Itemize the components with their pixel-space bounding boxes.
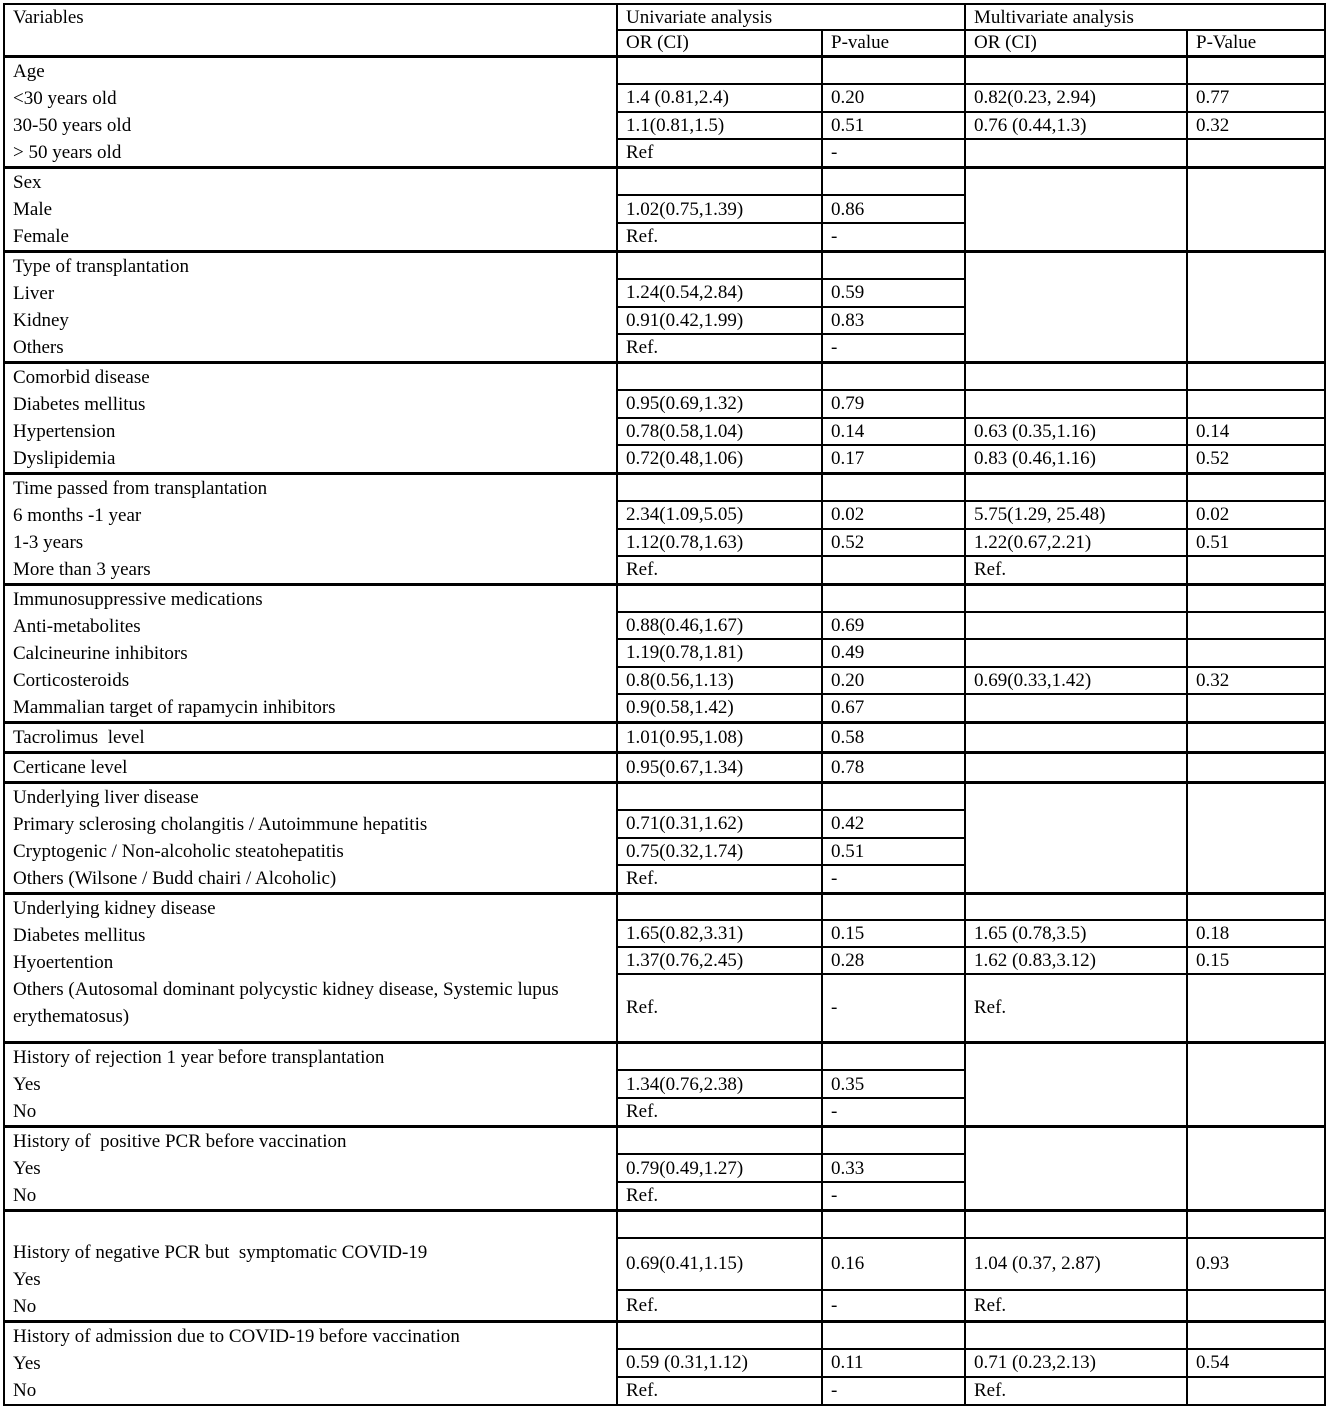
multivariate-p-value-cell: [1187, 1042, 1325, 1126]
univariate-p-value-cell: [822, 782, 965, 810]
univariate-or-ci-cell: 0.9(0.58,1.42): [617, 694, 822, 722]
variable-label: Corticosteroids: [13, 669, 130, 691]
univariate-p-value-cell: [822, 1321, 965, 1349]
multivariate-or-ci-cell: [965, 1042, 1187, 1126]
variable-label: History of admission due to COVID-19 before vaccination: [13, 1325, 460, 1347]
multivariate-p-value-cell: 0.02: [1187, 501, 1325, 529]
univariate-p-value-cell: 0.28: [822, 947, 965, 974]
univariate-or-ci-cell: 0.75(0.32,1.74): [617, 838, 822, 866]
univariate-p-value-cell: -: [822, 139, 965, 167]
univariate-p-value-cell: 0.35: [822, 1070, 965, 1098]
table-row: [4, 1321, 1325, 1349]
variable-group-cell: [4, 251, 617, 362]
multivariate-p-value-cell: [1187, 612, 1325, 640]
univariate-or-ci-cell: [617, 1321, 822, 1349]
univariate-p-value-cell: 0.16: [822, 1238, 965, 1290]
column-header-multivariate-analysis: Multivariate analysis: [965, 4, 1325, 30]
univariate-or-ci-cell: [617, 473, 822, 501]
univariate-p-value-cell: 0.20: [822, 667, 965, 695]
univariate-or-ci-cell: 0.69(0.41,1.15): [617, 1238, 822, 1290]
univariate-p-value-cell: 0.83: [822, 307, 965, 335]
univariate-p-value-cell: 0.79: [822, 390, 965, 418]
variable-label: Female: [13, 225, 69, 247]
univariate-p-value-cell: [822, 167, 965, 195]
univariate-or-ci-cell: 0.8(0.56,1.13): [617, 667, 822, 695]
multivariate-or-ci-cell: [965, 893, 1187, 920]
multivariate-or-ci-cell: Ref.: [965, 1290, 1187, 1321]
univariate-p-value-cell: 0.49: [822, 639, 965, 667]
variable-label: <30 years old: [13, 87, 117, 109]
multivariate-p-value-cell: [1187, 1290, 1325, 1321]
univariate-or-ci-cell: 0.91(0.42,1.99): [617, 307, 822, 335]
variable-label: Yes: [13, 1268, 41, 1290]
multivariate-p-value-cell: [1187, 974, 1325, 1042]
multivariate-p-value-cell: [1187, 893, 1325, 920]
variable-label: Tacrolimus level: [13, 726, 145, 748]
table-row: [4, 167, 1325, 195]
multivariate-p-value-cell: 0.52: [1187, 445, 1325, 473]
univariate-or-ci-cell: Ref.: [617, 334, 822, 362]
variable-label: Dyslipidemia: [13, 447, 116, 469]
univariate-or-ci-cell: Ref: [617, 139, 822, 167]
univariate-p-value-cell: [822, 584, 965, 612]
univariate-or-ci-cell: 1.19(0.78,1.81): [617, 639, 822, 667]
univariate-or-ci-cell: 1.65(0.82,3.31): [617, 920, 822, 947]
univariate-p-value-cell: [822, 556, 965, 584]
univariate-p-value-cell: [822, 56, 965, 84]
multivariate-or-ci-cell: 1.62 (0.83,3.12): [965, 947, 1187, 974]
univariate-or-ci-cell: 2.34(1.09,5.05): [617, 501, 822, 529]
univariate-p-value-cell: 0.15: [822, 920, 965, 947]
multivariate-p-value-cell: [1187, 56, 1325, 84]
multivariate-p-value-cell: [1187, 639, 1325, 667]
table-row: [4, 893, 1325, 920]
univariate-or-ci-cell: 0.71(0.31,1.62): [617, 810, 822, 838]
variable-label: Hyoertention: [13, 951, 114, 973]
univariate-or-ci-cell: 0.95(0.67,1.34): [617, 752, 822, 782]
variable-group-cell: [4, 1126, 617, 1210]
column-header-variables: [4, 4, 617, 56]
multivariate-p-value-cell: [1187, 167, 1325, 251]
multivariate-p-value-cell: [1187, 390, 1325, 418]
variable-group-cell: [4, 782, 617, 893]
variable-group-cell: [4, 1321, 617, 1405]
univariate-or-ci-cell: 0.95(0.69,1.32): [617, 390, 822, 418]
variable-group-cell: [4, 584, 617, 722]
variable-label: History of rejection 1 year before transplantation: [13, 1046, 385, 1068]
univariate-or-ci-cell: [617, 251, 822, 279]
variable-label: Anti-metabolites: [13, 615, 141, 637]
multivariate-or-ci-cell: [965, 167, 1187, 251]
univariate-p-value-cell: 0.86: [822, 195, 965, 223]
multivariate-or-ci-cell: [965, 694, 1187, 722]
univariate-or-ci-cell: Ref.: [617, 556, 822, 584]
univariate-or-ci-cell: Ref.: [617, 223, 822, 251]
multivariate-or-ci-cell: [965, 1126, 1187, 1210]
table-row: [4, 722, 1325, 752]
univariate-or-ci-cell: 0.88(0.46,1.67): [617, 612, 822, 640]
variable-label: No: [13, 1295, 37, 1317]
variable-label: History of negative PCR but symptomatic COVID-19: [13, 1241, 428, 1263]
multivariate-p-value-cell: [1187, 782, 1325, 893]
header-row-groups: [4, 4, 1325, 30]
variable-label: History of positive PCR before vaccination: [13, 1130, 347, 1152]
table-row: [4, 752, 1325, 782]
univariate-p-value-cell: 0.67: [822, 694, 965, 722]
univariate-p-value-cell: 0.17: [822, 445, 965, 473]
univariate-p-value-cell: -: [822, 974, 965, 1042]
univariate-or-ci-cell: 1.34(0.76,2.38): [617, 1070, 822, 1098]
table-row: [4, 56, 1325, 84]
multivariate-p-value-cell: [1187, 251, 1325, 362]
multivariate-or-ci-cell: [965, 56, 1187, 84]
variable-label: More than 3 years: [13, 558, 151, 580]
variable-label: Mammalian target of rapamycin inhibitors: [13, 696, 336, 718]
univariate-or-ci-cell: 1.24(0.54,2.84): [617, 279, 822, 307]
multivariate-or-ci-cell: [965, 612, 1187, 640]
multivariate-p-value-cell: [1187, 473, 1325, 501]
multivariate-or-ci-cell: 0.71 (0.23,2.13): [965, 1349, 1187, 1377]
variable-label: 1-3 years: [13, 531, 84, 553]
multivariate-p-value-cell: 0.54: [1187, 1349, 1325, 1377]
table-header: [4, 4, 1325, 56]
multivariate-or-ci-cell: Ref.: [965, 1377, 1187, 1405]
column-header-multivariate-p-value: P-Value: [1187, 30, 1325, 56]
univariate-p-value-cell: [822, 1210, 965, 1238]
variable-label: Hypertension: [13, 420, 116, 442]
univariate-p-value-cell: 0.51: [822, 112, 965, 140]
table-row: [4, 473, 1325, 501]
univariate-p-value-cell: 0.20: [822, 84, 965, 112]
variable-label: Yes: [13, 1157, 41, 1179]
univariate-or-ci-cell: [617, 584, 822, 612]
univariate-p-value-cell: -: [822, 1182, 965, 1210]
univariate-or-ci-cell: 1.12(0.78,1.63): [617, 529, 822, 557]
multivariate-p-value-cell: 0.15: [1187, 947, 1325, 974]
multivariate-or-ci-cell: 1.04 (0.37, 2.87): [965, 1238, 1187, 1290]
univariate-or-ci-cell: 1.01(0.95,1.08): [617, 722, 822, 752]
univariate-or-ci-cell: 0.78(0.58,1.04): [617, 418, 822, 446]
multivariate-p-value-cell: [1187, 362, 1325, 390]
univariate-p-value-cell: 0.59: [822, 279, 965, 307]
univariate-p-value-cell: -: [822, 1290, 965, 1321]
column-header-multivariate-or-ci: OR (CI): [965, 30, 1187, 56]
variable-label: [13, 1212, 610, 1239]
column-header-univariate-p-value: P-value: [822, 30, 965, 56]
variable-group-cell: [4, 722, 617, 752]
univariate-or-ci-cell: [617, 167, 822, 195]
univariate-or-ci-cell: 0.59 (0.31,1.12): [617, 1349, 822, 1377]
variable-label: Male: [13, 198, 53, 220]
univariate-or-ci-cell: Ref.: [617, 1182, 822, 1210]
variable-label: Others (Wilsone / Budd chairi / Alcoholic): [13, 867, 337, 889]
multivariate-or-ci-cell: [965, 639, 1187, 667]
univariate-p-value-cell: 0.52: [822, 529, 965, 557]
multivariate-or-ci-cell: Ref.: [965, 974, 1187, 1042]
multivariate-or-ci-cell: [965, 752, 1187, 782]
multivariate-p-value-cell: [1187, 584, 1325, 612]
variable-label: 6 months -1 year: [13, 504, 142, 526]
variable-label: Diabetes mellitus: [13, 393, 146, 415]
column-header-univariate-or-ci: OR (CI): [617, 30, 822, 56]
table-row: [4, 1210, 1325, 1238]
multivariate-or-ci-cell: 0.76 (0.44,1.3): [965, 112, 1187, 140]
variable-label: Comorbid disease: [13, 366, 150, 388]
multivariate-p-value-cell: [1187, 139, 1325, 167]
multivariate-p-value-cell: 0.14: [1187, 418, 1325, 446]
multivariate-p-value-cell: [1187, 752, 1325, 782]
univariate-p-value-cell: [822, 1126, 965, 1154]
multivariate-or-ci-cell: [965, 584, 1187, 612]
variables-header-label: Variables: [13, 7, 84, 28]
univariate-p-value-cell: [822, 362, 965, 390]
multivariate-or-ci-cell: [965, 362, 1187, 390]
multivariate-or-ci-cell: [965, 139, 1187, 167]
multivariate-or-ci-cell: [965, 722, 1187, 752]
univariate-or-ci-cell: Ref.: [617, 1377, 822, 1405]
variable-label: Diabetes mellitus: [13, 924, 146, 946]
multivariate-p-value-cell: [1187, 694, 1325, 722]
variable-group-cell: [4, 167, 617, 251]
multivariate-p-value-cell: [1187, 556, 1325, 584]
multivariate-or-ci-cell: [965, 251, 1187, 362]
univariate-p-value-cell: 0.69: [822, 612, 965, 640]
univariate-p-value-cell: 0.02: [822, 501, 965, 529]
multivariate-or-ci-cell: 1.22(0.67,2.21): [965, 529, 1187, 557]
variable-label: Others: [13, 336, 64, 358]
univariate-or-ci-cell: Ref.: [617, 865, 822, 893]
variable-label: No: [13, 1184, 37, 1206]
univariate-p-value-cell: 0.42: [822, 810, 965, 838]
variable-group-cell: [4, 56, 617, 167]
multivariate-or-ci-cell: 0.83 (0.46,1.16): [965, 445, 1187, 473]
variable-label: Type of transplantation: [13, 255, 189, 277]
multivariate-or-ci-cell: 5.75(1.29, 25.48): [965, 501, 1187, 529]
table-row: [4, 1042, 1325, 1070]
univariate-p-value-cell: 0.11: [822, 1349, 965, 1377]
univariate-or-ci-cell: Ref.: [617, 1290, 822, 1321]
univariate-or-ci-cell: 0.72(0.48,1.06): [617, 445, 822, 473]
univariate-p-value-cell: [822, 893, 965, 920]
variable-label: Yes: [13, 1073, 41, 1095]
univariate-p-value-cell: -: [822, 1377, 965, 1405]
univariate-p-value-cell: [822, 1042, 965, 1070]
variable-group-cell: [4, 893, 617, 1042]
variable-label: Age: [13, 60, 45, 82]
univariate-or-ci-cell: Ref.: [617, 974, 822, 1042]
multivariate-or-ci-cell: [965, 782, 1187, 893]
multivariate-or-ci-cell: 0.69(0.33,1.42): [965, 667, 1187, 695]
multivariate-or-ci-cell: Ref.: [965, 556, 1187, 584]
univariate-or-ci-cell: [617, 1210, 822, 1238]
multivariate-or-ci-cell: [965, 390, 1187, 418]
univariate-or-ci-cell: [617, 782, 822, 810]
univariate-or-ci-cell: 1.02(0.75,1.39): [617, 195, 822, 223]
table-row: [4, 584, 1325, 612]
univariate-or-ci-cell: [617, 56, 822, 84]
multivariate-or-ci-cell: 0.82(0.23, 2.94): [965, 84, 1187, 112]
regression-table: [3, 3, 1326, 1406]
univariate-p-value-cell: 0.14: [822, 418, 965, 446]
variable-label: Underlying liver disease: [13, 786, 199, 808]
multivariate-or-ci-cell: 1.65 (0.78,3.5): [965, 920, 1187, 947]
univariate-p-value-cell: [822, 251, 965, 279]
variable-label: Primary sclerosing cholangitis / Autoimmune hepatitis: [13, 813, 428, 835]
univariate-or-ci-cell: [617, 893, 822, 920]
multivariate-or-ci-cell: [965, 1210, 1187, 1238]
variable-group-cell: [4, 1210, 617, 1321]
multivariate-or-ci-cell: [965, 473, 1187, 501]
variable-label: Yes: [13, 1352, 41, 1374]
multivariate-p-value-cell: 0.18: [1187, 920, 1325, 947]
multivariate-p-value-cell: [1187, 1377, 1325, 1405]
variable-label: Sex: [13, 171, 42, 193]
variable-label: No: [13, 1379, 37, 1401]
univariate-or-ci-cell: 1.4 (0.81,2.4): [617, 84, 822, 112]
multivariate-or-ci-cell: 0.63 (0.35,1.16): [965, 418, 1187, 446]
variable-label: Calcineurine inhibitors: [13, 642, 188, 664]
variable-label: Liver: [13, 282, 55, 304]
variable-group-cell: [4, 1042, 617, 1126]
univariate-or-ci-cell: [617, 1042, 822, 1070]
variable-label: > 50 years old: [13, 141, 122, 163]
table-row: [4, 1126, 1325, 1154]
analysis-table-body: [4, 56, 1325, 1405]
univariate-or-ci-cell: Ref.: [617, 1098, 822, 1126]
univariate-p-value-cell: [822, 473, 965, 501]
multivariate-p-value-cell: 0.32: [1187, 667, 1325, 695]
variable-label: Others (Autosomal dominant polycystic kidney disease, Systemic lupus erythematosus): [13, 978, 564, 1027]
univariate-p-value-cell: 0.33: [822, 1154, 965, 1182]
univariate-p-value-cell: 0.51: [822, 838, 965, 866]
univariate-or-ci-cell: 1.1(0.81,1.5): [617, 112, 822, 140]
univariate-p-value-cell: 0.78: [822, 752, 965, 782]
variable-group-cell: [4, 362, 617, 473]
multivariate-p-value-cell: 0.93: [1187, 1238, 1325, 1290]
univariate-p-value-cell: -: [822, 1098, 965, 1126]
table-row: [4, 251, 1325, 279]
univariate-p-value-cell: -: [822, 223, 965, 251]
univariate-p-value-cell: -: [822, 865, 965, 893]
univariate-or-ci-cell: 0.79(0.49,1.27): [617, 1154, 822, 1182]
univariate-p-value-cell: -: [822, 334, 965, 362]
variable-label: Immunosuppressive medications: [13, 588, 263, 610]
multivariate-p-value-cell: [1187, 1210, 1325, 1238]
univariate-or-ci-cell: [617, 1126, 822, 1154]
multivariate-or-ci-cell: [965, 1321, 1187, 1349]
variable-label: Cryptogenic / Non-alcoholic steatohepatitis: [13, 840, 344, 862]
variable-group-cell: [4, 752, 617, 782]
univariate-or-ci-cell: 1.37(0.76,2.45): [617, 947, 822, 974]
variable-label: Kidney: [13, 309, 69, 331]
variable-label: Time passed from transplantation: [13, 477, 268, 499]
univariate-p-value-cell: 0.58: [822, 722, 965, 752]
variable-group-cell: [4, 473, 617, 584]
multivariate-p-value-cell: 0.51: [1187, 529, 1325, 557]
multivariate-p-value-cell: 0.77: [1187, 84, 1325, 112]
variable-label: No: [13, 1100, 37, 1122]
multivariate-p-value-cell: [1187, 1321, 1325, 1349]
table-row: [4, 362, 1325, 390]
univariate-or-ci-cell: [617, 362, 822, 390]
variable-label: Certicane level: [13, 756, 128, 778]
table-row: [4, 782, 1325, 810]
multivariate-p-value-cell: [1187, 1126, 1325, 1210]
multivariate-p-value-cell: [1187, 722, 1325, 752]
column-header-univariate-analysis: Univariate analysis: [617, 4, 965, 30]
variable-label: Underlying kidney disease: [13, 897, 216, 919]
multivariate-p-value-cell: 0.32: [1187, 112, 1325, 140]
variable-label: 30-50 years old: [13, 114, 132, 136]
